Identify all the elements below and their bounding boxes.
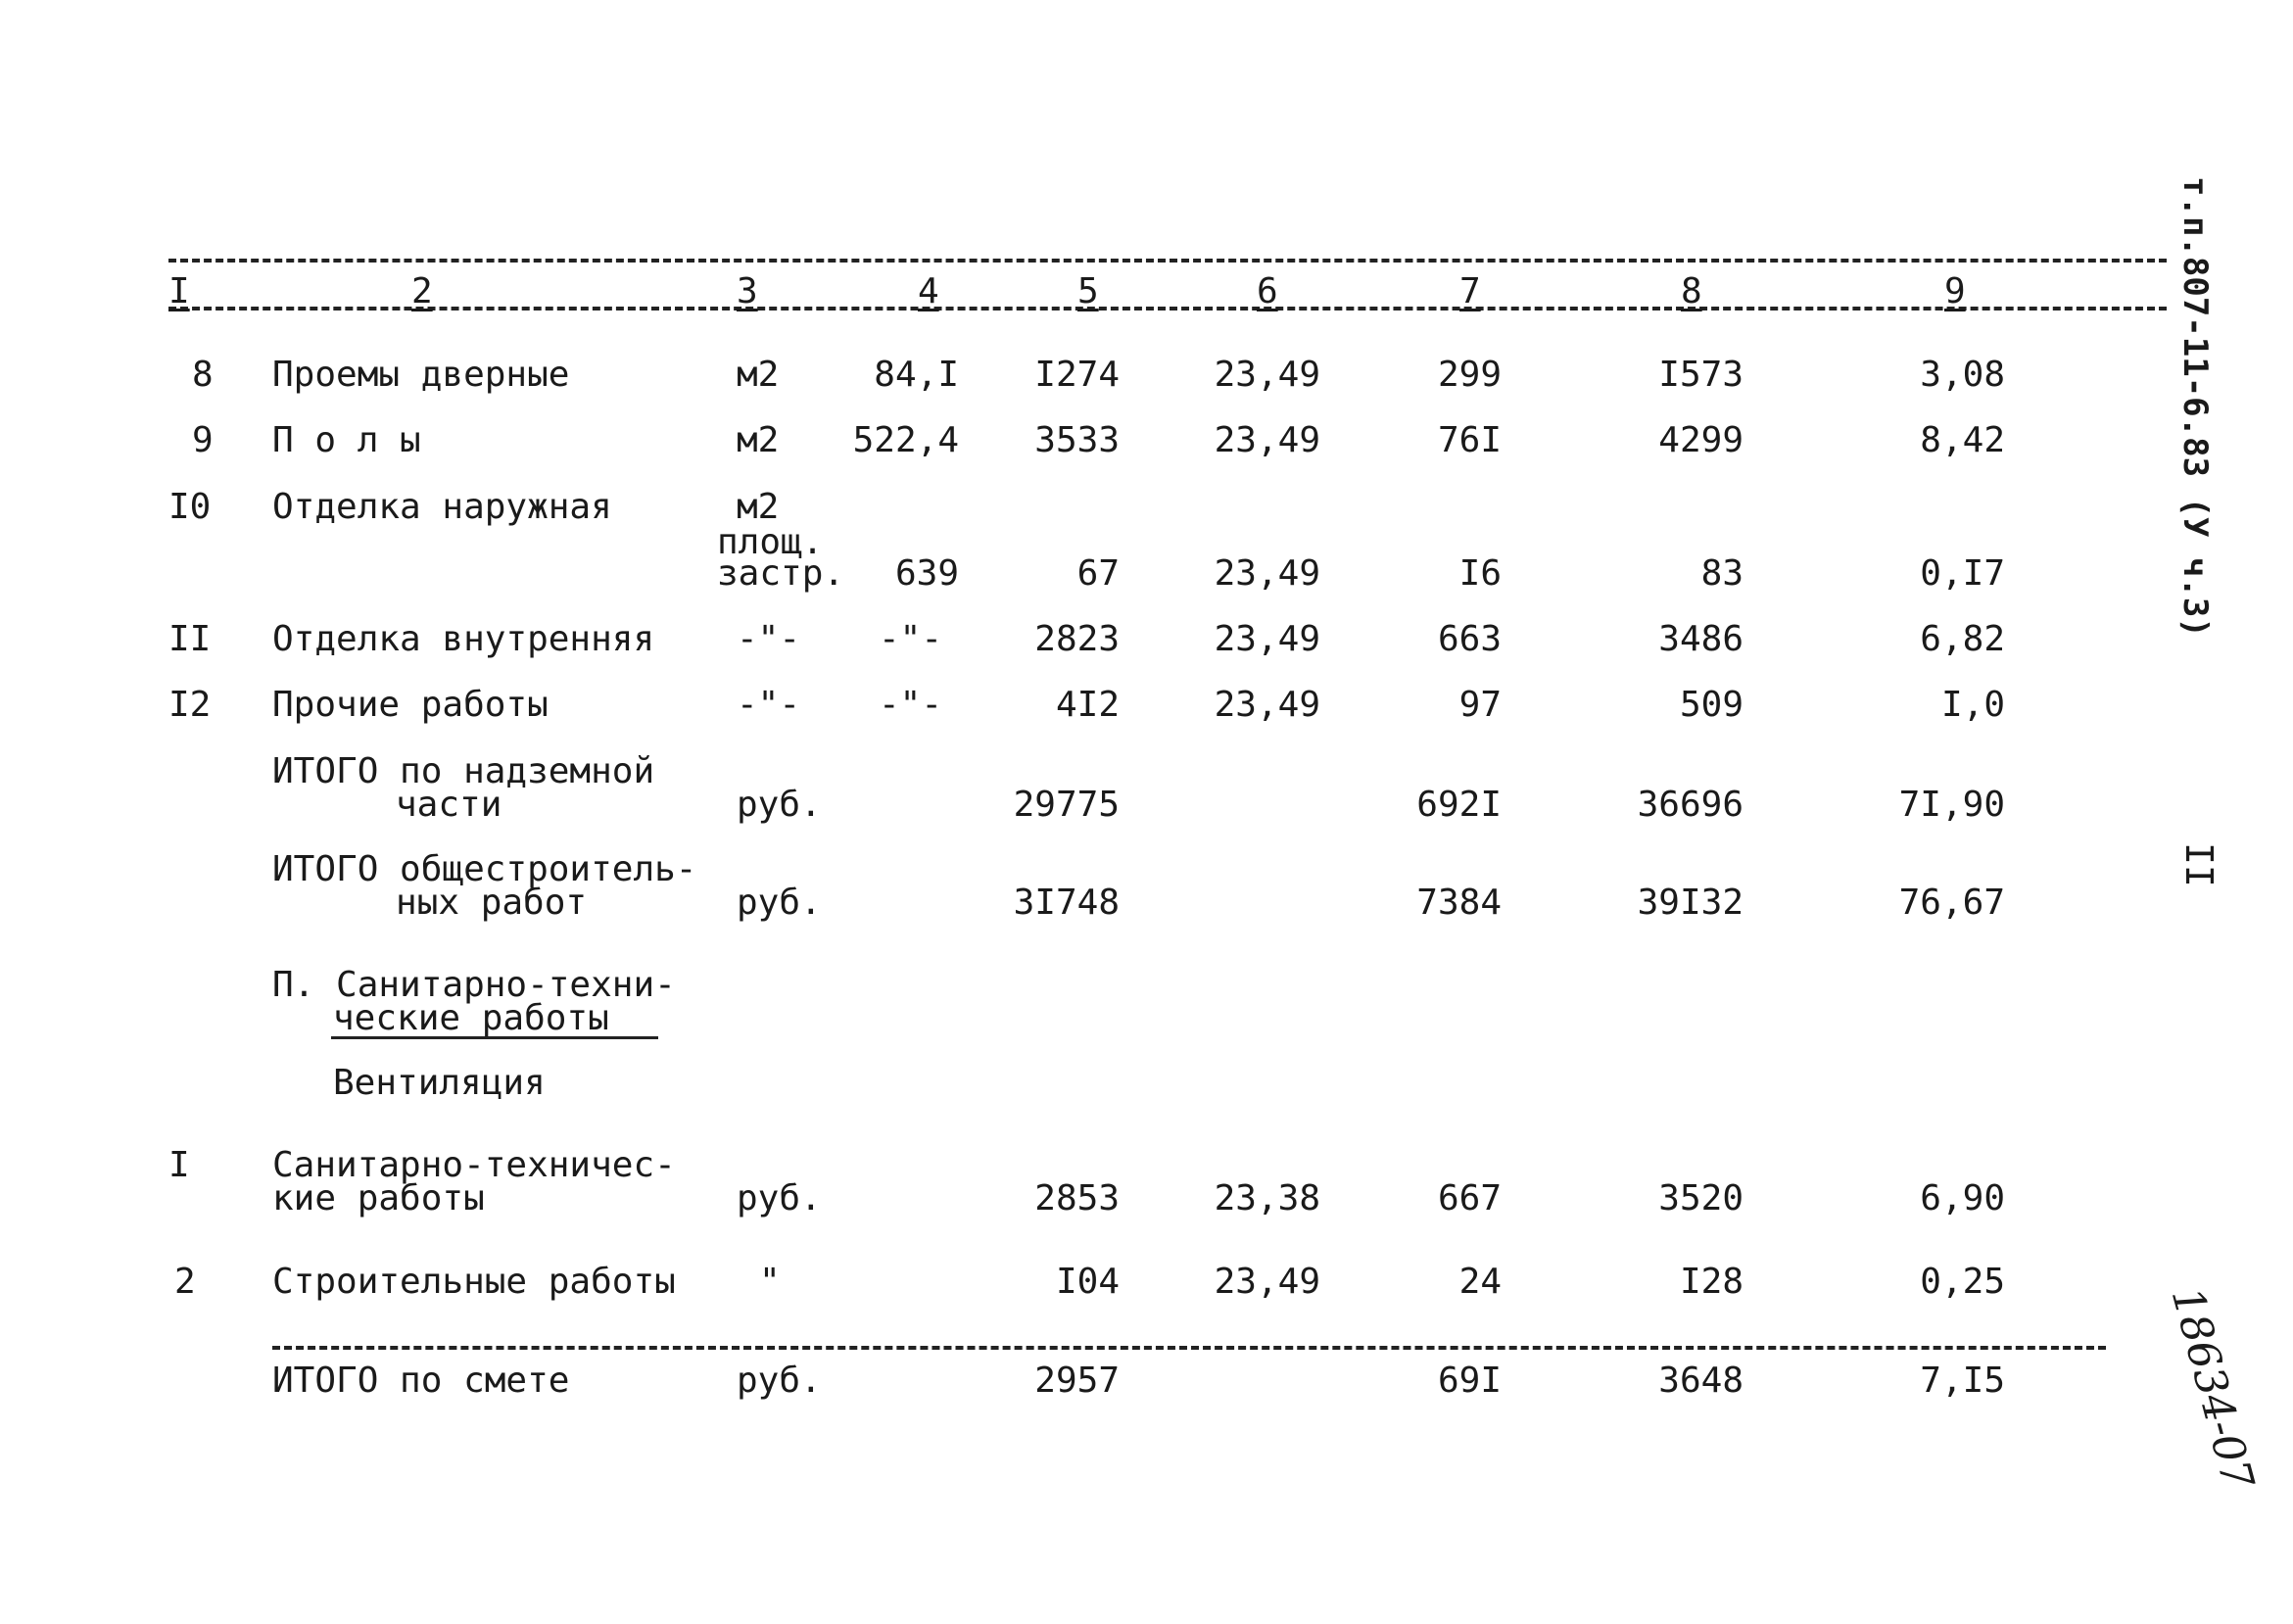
row-number: 8 <box>192 355 214 395</box>
row-number: II <box>168 619 212 659</box>
row-unit: руб. <box>737 1178 822 1218</box>
column-header-1: I <box>168 271 190 311</box>
row-col5: I04 <box>1055 1262 1120 1302</box>
grand-total-dashed-line <box>272 1346 2106 1350</box>
row-col7: 76I <box>1437 420 1502 460</box>
column-header-4: 4 <box>918 271 939 311</box>
row-col7: 667 <box>1437 1178 1502 1218</box>
row-col6: 23,49 <box>1214 685 1320 725</box>
row-col5: 4I2 <box>1055 685 1120 725</box>
row-col6: 23,49 <box>1214 420 1320 460</box>
total-name-line1: ИТОГО по надземной <box>272 751 655 791</box>
row-col9: 0,25 <box>1920 1262 2005 1302</box>
total-unit: руб. <box>737 785 822 825</box>
row-col7: 24 <box>1458 1262 1502 1302</box>
row-name: Отделка наружная <box>272 487 612 527</box>
row-col4: -"- <box>879 619 943 659</box>
row-unit-line2: площ. <box>717 522 824 562</box>
column-header-5: 5 <box>1077 271 1099 311</box>
row-col5: I274 <box>1034 355 1120 395</box>
row-col7: 299 <box>1437 355 1502 395</box>
row-col8: I28 <box>1679 1262 1744 1302</box>
row-number: I0 <box>168 487 212 527</box>
grand-total-unit: руб. <box>737 1361 822 1401</box>
row-col9: 8,42 <box>1920 420 2005 460</box>
row-col7: 97 <box>1458 685 1502 725</box>
section-title-line2: ческие работы <box>333 998 609 1038</box>
grand-total-col7: 69I <box>1437 1361 1502 1401</box>
row-col8: 509 <box>1679 685 1744 725</box>
document-code: т.п.807-11-6.83 (У ч.3) <box>2175 176 2215 638</box>
row-col6: 23,49 <box>1214 355 1320 395</box>
row-col6: 23,38 <box>1214 1178 1320 1218</box>
row-col5: 67 <box>1076 553 1120 594</box>
row-col4: 84,I <box>874 355 959 395</box>
row-number: 2 <box>174 1262 196 1302</box>
grand-total-col5: 2957 <box>1034 1361 1120 1401</box>
row-name: Проемы дверные <box>272 355 570 395</box>
row-col8: 3520 <box>1658 1178 1744 1218</box>
row-col8: 4299 <box>1658 420 1744 460</box>
column-header-2: 2 <box>411 271 433 311</box>
row-col8: 3486 <box>1658 619 1744 659</box>
total-col7: 7384 <box>1416 883 1502 923</box>
row-col9: 0,I7 <box>1920 553 2005 594</box>
total-name-line2: ных работ <box>396 883 588 923</box>
row-col6: 23,49 <box>1214 1262 1320 1302</box>
section-title-underline <box>331 1036 658 1039</box>
row-col9: 3,08 <box>1920 355 2005 395</box>
total-col9: 7I,90 <box>1898 785 2005 825</box>
total-name-line2: части <box>396 785 502 825</box>
row-name: Отделка внутренняя <box>272 619 655 659</box>
handwritten-note: 18634-07 <box>2161 1281 2264 1495</box>
row-number: I <box>168 1145 190 1185</box>
total-name-line1: ИТОГО общестроитель- <box>272 849 697 889</box>
header-bottom-dashed-line <box>168 307 2167 310</box>
section-title-line1: П. Санитарно-техни- <box>272 965 676 1005</box>
row-name: Прочие работы <box>272 685 549 725</box>
row-col7: 663 <box>1437 619 1502 659</box>
row-unit-line3: застр. <box>717 553 845 594</box>
grand-total-col9: 7,I5 <box>1920 1361 2005 1401</box>
row-unit: м2 <box>737 420 780 460</box>
row-col9: 6,90 <box>1920 1178 2005 1218</box>
grand-total-name: ИТОГО по смете <box>272 1361 570 1401</box>
row-col5: 2853 <box>1034 1178 1120 1218</box>
total-col5: 3I748 <box>1013 883 1120 923</box>
row-col8: I573 <box>1658 355 1744 395</box>
row-col4: -"- <box>879 685 943 725</box>
total-col8: 39I32 <box>1637 883 1744 923</box>
section-subtitle: Вентиляция <box>333 1063 546 1103</box>
grand-total-col8: 3648 <box>1658 1361 1744 1401</box>
total-col7: 692I <box>1416 785 1502 825</box>
row-name: П о л ы <box>272 420 421 460</box>
row-unit: м2 <box>737 355 780 395</box>
row-unit: -"- <box>737 619 801 659</box>
row-name: Строительные работы <box>272 1262 676 1302</box>
row-name-line1: Санитарно-техничес- <box>272 1145 676 1185</box>
column-header-8: 8 <box>1681 271 1702 311</box>
row-unit: " <box>759 1262 781 1302</box>
row-number: 9 <box>192 420 214 460</box>
row-col4: 522,4 <box>852 420 959 460</box>
row-col6: 23,49 <box>1214 619 1320 659</box>
total-unit: руб. <box>737 883 822 923</box>
header-top-dashed-line <box>168 259 2167 263</box>
row-col5: 3533 <box>1034 420 1120 460</box>
page-number: II <box>2177 842 2221 887</box>
total-col8: 36696 <box>1637 785 1744 825</box>
row-col5: 2823 <box>1034 619 1120 659</box>
total-col9: 76,67 <box>1898 883 2005 923</box>
row-col4: 639 <box>894 553 959 594</box>
row-number: I2 <box>168 685 212 725</box>
row-col9: 6,82 <box>1920 619 2005 659</box>
row-unit: -"- <box>737 685 801 725</box>
row-name-line2: кие работы <box>272 1178 485 1218</box>
row-col9: I,0 <box>1940 685 2005 725</box>
row-col7: I6 <box>1458 553 1502 594</box>
row-col6: 23,49 <box>1214 553 1320 594</box>
column-header-3: 3 <box>737 271 758 311</box>
row-col8: 83 <box>1700 553 1744 594</box>
column-header-9: 9 <box>1944 271 1966 311</box>
column-header-6: 6 <box>1257 271 1278 311</box>
column-header-7: 7 <box>1459 271 1481 311</box>
row-unit: м2 <box>737 487 780 527</box>
total-col5: 29775 <box>1013 785 1120 825</box>
